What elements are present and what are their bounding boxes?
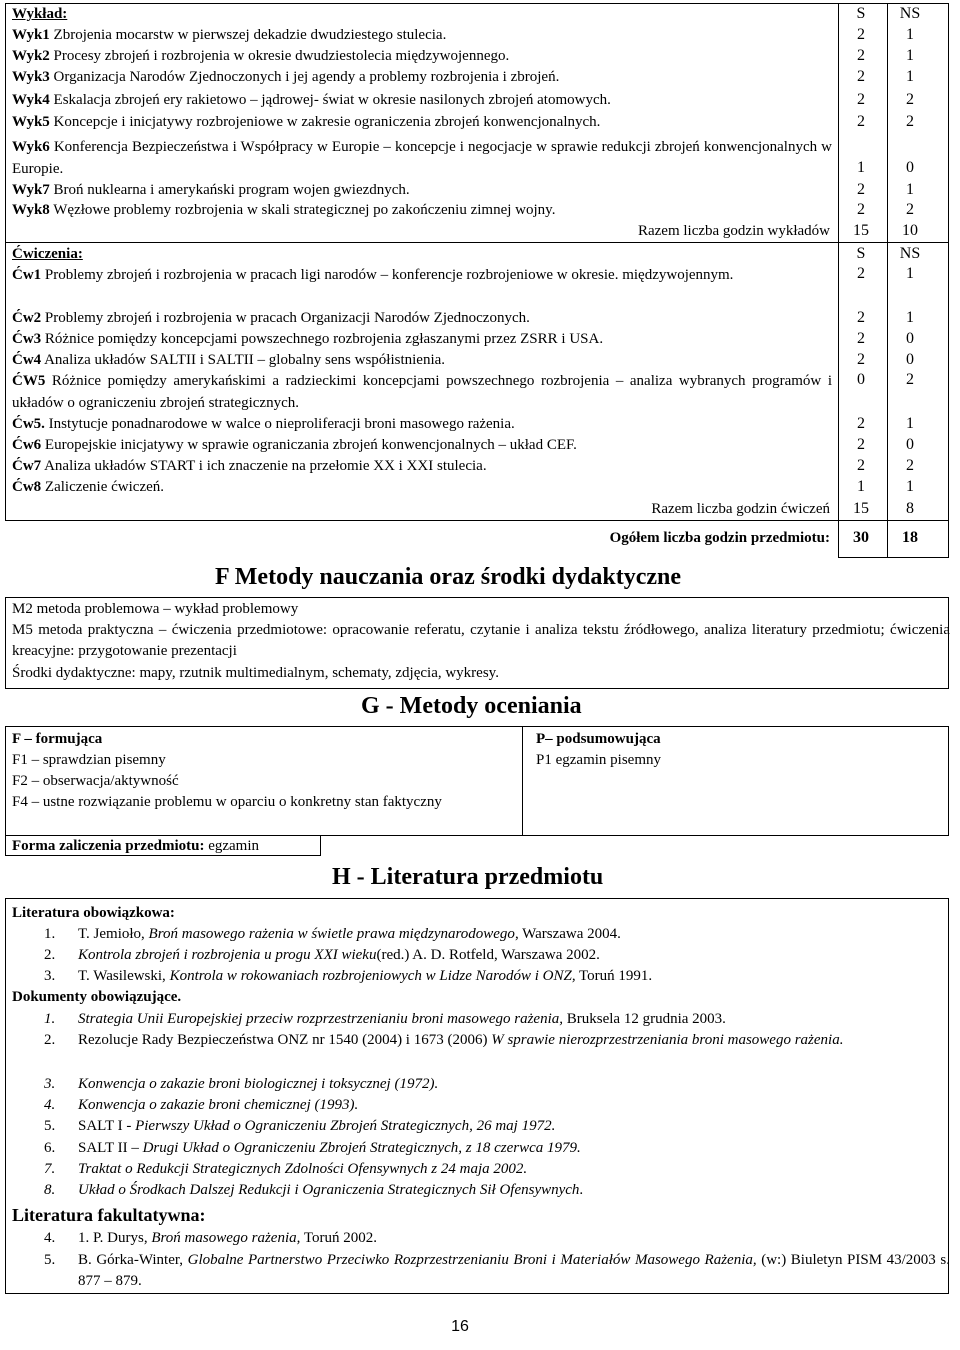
exercise-row: ĆW5 Różnice pomiędzy amerykańskimi a radzieckimi koncepcjami powszechnego rozbrojenia – analiza wybranych programów i układów o ograniczeniu zbrojeń strategicznych. [12,373,832,411]
hours-ns: 1 [906,265,914,282]
list-item: SALT II – Drugi Układ o Ograniczeniu Zbrojeń Strategicznych, z 18 czerwca 1979. [78,1140,581,1156]
table-border [948,3,949,558]
exercise-row: Ćw7 Analiza układów START i ich znaczenie na przełomie XX i XXI stulecia. [12,458,487,474]
section-h-border [5,898,6,1294]
table-border [5,242,949,243]
lecture-row: Wyk4 Eskalacja zbrojeń ery rakietowo – jądrowej- świat w okresie nasilonych zbrojeń atomowych. [12,92,611,108]
formative-title: F – formująca [12,731,103,747]
section-f-border [5,688,949,689]
method-line: M2 metoda problemowa – wykład problemowy [12,601,299,617]
col-s-header: S [856,5,866,22]
lecture-row: Wyk8 Węzłowe problemy rozbrojenia w skali strategicznej po zakończeniu zimnej wojny. [12,202,556,218]
list-item: T. Jemioło, Broń masowego rażenia w świetle prawa międzynarodowego, Warszawa 2004. [78,926,621,942]
hours-ns: 1 [906,47,914,64]
hours-ns: 1 [906,181,914,198]
grand-total-ns: 18 [902,529,918,546]
table-border [887,3,888,558]
hours-ns: 1 [906,68,914,85]
hours-s: 2 [857,330,865,347]
list-number: 1. [44,1011,56,1027]
lectures-header: Wykład: [12,6,68,22]
lecture-row: Wyk5 Koncepcje i inicjatywy rozbrojeniowe w zakresie ograniczenia zbrojeń konwencjonalnych. [12,114,601,130]
list-number: 5. [44,1252,56,1268]
section-h-border [5,898,949,899]
documents-title: Dokumenty obowiązujące. [12,989,182,1005]
hours-s: 2 [857,436,865,453]
exercises-header: Ćwiczenia: [12,246,83,262]
hours-s: 2 [857,181,865,198]
hours-s: 2 [857,26,865,43]
list-number: 3. [44,1076,56,1092]
formative-item: F1 – sprawdzian pisemny [12,752,166,768]
list-item: Konwencja o zakazie broni biologicznej i toksycznej (1972). [78,1076,439,1092]
page-number: 16 [451,1318,469,1335]
hours-ns: 1 [906,478,914,495]
grand-total-s: 30 [853,529,869,546]
required-literature-title: Literatura obowiązkowa: [12,905,175,921]
hours-ns: 2 [906,457,914,474]
hours-ns: 0 [906,351,914,368]
exercise-row: Ćw3 Różnice pomiędzy koncepcjami powszechnego rozbrojenia zgłaszanymi przez ZSRR i USA. [12,331,604,347]
section-f-title: F Metody nauczania oraz środki dydaktyczne [215,564,681,590]
hours-s: 2 [857,351,865,368]
table-border [838,557,949,558]
list-number: 7. [44,1161,56,1177]
list-item: T. Wasilewski, Kontrola w rokowaniach rozbrojeniowych w Lidze Narodów i ONZ, Toruń 1991. [78,968,653,984]
list-item: Układ o Środkach Dalszej Redukcji i Ograniczenia Strategicznych Sił Ofensywnych. [78,1182,584,1198]
list-number: 8. [44,1182,56,1198]
hours-s: 2 [857,457,865,474]
hours-ns: 1 [906,309,914,326]
lectures-total-ns: 10 [902,222,918,239]
hours-s: 2 [857,113,865,130]
exercises-total-ns: 8 [906,500,914,517]
hours-ns: 2 [906,201,914,218]
list-item: Konwencja o zakazie broni chemicznej (1993). [78,1097,359,1113]
section-f-border [5,597,949,598]
hours-ns: 0 [906,330,914,347]
hours-ns: 1 [906,415,914,432]
table-border [5,520,949,521]
exercise-row: Ćw6 Europejskie inicjatywy w sprawie ograniczania zbrojeń konwencjonalnych – układ CEF. [12,437,577,453]
hours-s: 2 [857,265,865,282]
exercise-row: Ćw5. Instytucje ponadnarodowe w walce o nieproliferacji broni masowego rażenia. [12,416,515,432]
lectures-total-label: Razem liczba godzin wykładów [637,223,830,239]
list-number: 2. [44,1032,56,1048]
list-number: 6. [44,1140,56,1156]
hours-s: 0 [857,371,865,388]
optional-literature-title: Literatura fakultatywna: [12,1205,206,1225]
hours-s: 2 [857,201,865,218]
section-g-border [320,835,321,856]
hours-s: 2 [857,415,865,432]
table-border [5,3,6,521]
section-g-border [5,726,6,856]
list-number: 4. [44,1097,56,1113]
hours-s: 2 [857,68,865,85]
method-line: Środki dydaktyczne: mapy, rzutnik multimedialnym, schematy, zdjęcia, wykresy. [12,665,499,681]
section-h-title: H - Literatura przedmiotu [332,864,604,890]
hours-ns: 1 [906,26,914,43]
exercise-row: Ćw4 Analiza układów SALTII i SALTII – globalny sens współistnienia. [12,352,446,368]
list-item: B. Górka-Winter, Globalne Partnerstwo Przeciwko Rozprzestrzenianiu Broni i Materiałów Masowego Rażenia, (w:) Biuletyn PISM 43/2003 s. 877 – 879. [78,1252,950,1289]
list-item: SALT I - Pierwszy Układ o Ograniczeniu Zbrojeń Strategicznych, 26 maj 1972. [78,1118,556,1134]
hours-ns: 2 [906,91,914,108]
lectures-total-s: 15 [853,222,869,239]
lecture-row: Wyk7 Broń nuklearna i amerykański program wojen gwiezdnych. [12,182,410,198]
section-g-title: G - Metody oceniania [361,693,582,719]
list-number: 2. [44,947,56,963]
exercise-row: Ćw1 Problemy zbrojeń i rozbrojenia w pracach ligi narodów – konferencje rozbrojeniowe w okresie. międzywojennym. [12,267,734,283]
section-g-border [5,726,949,727]
col-ns-header: NS [899,245,921,262]
list-item: Kontrola zbrojeń i rozbrojenia u progu XXI wieku(red.) A. D. Rotfeld, Warszawa 2002. [78,947,600,963]
formative-item: F4 – ustne rozwiązanie problemu w oparciu o konkretny stan faktyczny [12,794,442,810]
table-border [838,3,839,521]
section-h-border [5,1293,949,1294]
hours-s: 1 [857,159,865,176]
list-number: 5. [44,1118,56,1134]
lecture-row: Wyk6 Konferencja Bezpieczeństwa i Współpracy w Europie – koncepcje i negocjacje w sprawie redukcji zbrojeń konwencjonalnych w Europie. [12,139,832,177]
hours-ns: 2 [906,371,914,388]
hours-ns: 0 [906,436,914,453]
col-s-header: S [856,245,866,262]
hours-s: 1 [857,478,865,495]
hours-ns: 0 [906,159,914,176]
exercises-total-label: Razem liczba godzin ćwiczeń [651,501,830,517]
lecture-row: Wyk2 Procesy zbrojeń i rozbrojenia w okresie dwudziestolecia międzywojennego. [12,48,510,64]
hours-s: 2 [857,91,865,108]
form-of-credit: Forma zaliczenia przedmiotu: egzamin [12,838,260,854]
hours-ns: 2 [906,113,914,130]
method-line: M5 metoda praktyczna – ćwiczenia przedmiotowe: opracowanie referatu, czytanie i analiza tekstu źródłowego, analiza literatury przedmiotu; ćwiczenia kreacyjne: przygotowanie prezentacji [12,622,950,659]
table-border [838,520,839,558]
list-item: Strategia Unii Europejskiej przeciw rozprzestrzenianiu broni masowego rażenia, Bruksela 12 grudnia 2003. [78,1011,726,1027]
summative-title: P– podsumowująca [536,731,661,747]
exercises-total-s: 15 [853,500,869,517]
list-item: Rezolucje Rady Bezpieczeństwa ONZ nr 1540 (2004) i 1673 (2006) W sprawie nierozprzestrzeniania broni masowego rażenia. [78,1032,844,1048]
hours-s: 2 [857,47,865,64]
list-item: Traktat o Redukcji Strategicznych Zdolności Ofensywnych z 24 maja 2002. [78,1161,528,1177]
exercise-row: Ćw8 Zaliczenie ćwiczeń. [12,479,165,495]
grand-total-label: Ogółem liczba godzin przedmiotu: [609,530,830,546]
list-number: 1. [44,926,56,942]
section-f-border [5,597,6,689]
lecture-row: Wyk3 Organizacja Narodów Zjednoczonych i jej agendy a problemy rozbrojenia i zbrojeń. [12,69,560,85]
list-number: 3. [44,968,56,984]
section-g-border [948,726,949,836]
lecture-row: Wyk1 Zbrojenia mocarstw w pierwszej dekadzie dwudziestego stulecia. [12,27,447,43]
col-ns-header: NS [899,5,921,22]
list-number: 4. [44,1230,56,1246]
list-item: 1. P. Durys, Broń masowego rażenia, Toruń 2002. [78,1230,377,1246]
formative-item: F2 – obserwacja/aktywność [12,773,179,789]
section-g-border [522,726,523,836]
exercise-row: Ćw2 Problemy zbrojeń i rozbrojenia w pracach Organizacji Narodów Zjednoczonych. [12,310,530,326]
summative-item: P1 egzamin pisemny [536,752,661,768]
hours-s: 2 [857,309,865,326]
